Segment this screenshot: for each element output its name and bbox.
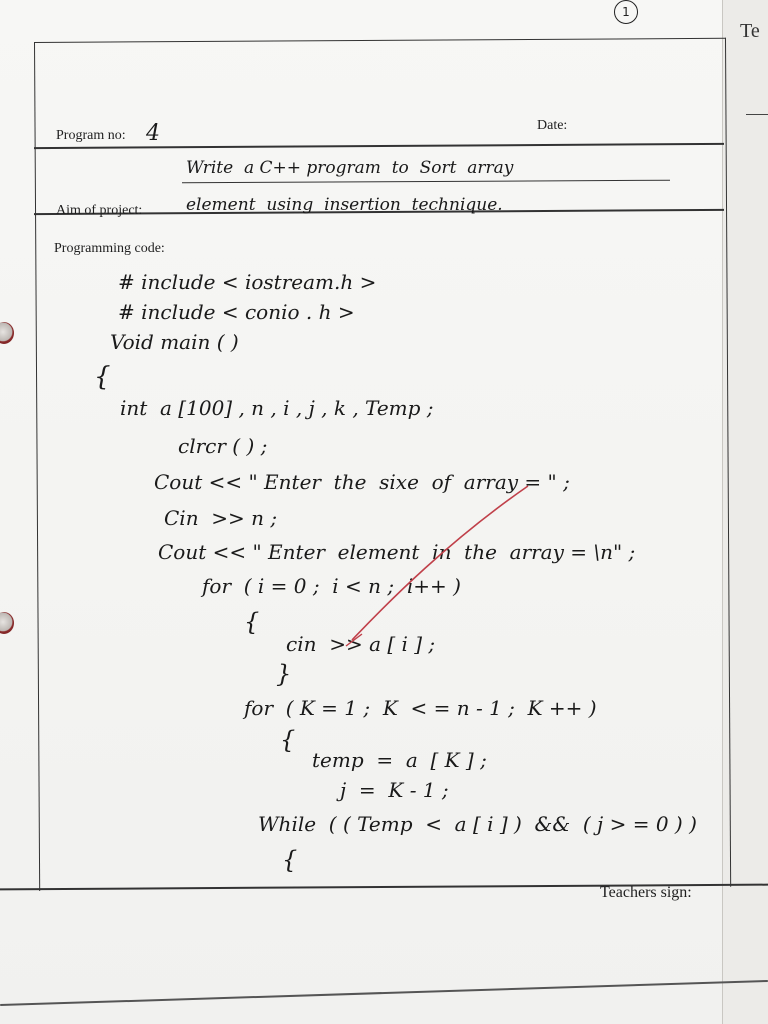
code-line: { [94,362,111,392]
code-line: Cout << " Enter the sixe of array = " ; [154,470,570,494]
code-line: While ( ( Temp < a [ i ] ) && ( j > = 0 ) ) [258,812,697,836]
code-line: temp = a [ K ] ; [312,748,487,772]
program-no-value: 4 [146,121,160,146]
code-line: for ( K = 1 ; K < = n - 1 ; K ++ ) [244,696,597,720]
code-line: Cout << " Enter element in the array = \n" ; [158,540,636,564]
aim-text-line-2: element using insertion technique. [186,195,503,215]
adjacent-page-text: Te [740,20,760,42]
code-line: Cin >> n ; [164,506,278,530]
program-no-label: Program no: [56,128,126,143]
code-line: # include < conio . h > [118,300,355,324]
code-line: j = K - 1 ; [340,778,449,802]
programming-code-label: Programming code: [54,241,165,256]
code-line: for ( i = 0 ; i < n ; i++ ) [202,574,461,598]
code-line: int a [100] , n , i , j , k , Temp ; [120,396,434,420]
code-line: cin >> a [ i ] ; [286,632,436,656]
aim-label: Aim of project: [56,203,143,218]
aim-text-line-1: Write a C++ program to Sort array [186,158,514,178]
code-line: { [282,846,298,874]
date-label: Date: [537,118,568,133]
code-line: # include < iostream.h > [118,270,377,294]
code-line: Void main ( ) [110,330,239,354]
teachers-sign-label: Teachers sign: [600,884,692,901]
code-line: clrcr ( ) ; [178,434,268,458]
code-line: { [280,726,296,754]
page-number: 1 [622,5,630,19]
code-line: } [276,660,292,688]
code-line: { [244,608,260,636]
